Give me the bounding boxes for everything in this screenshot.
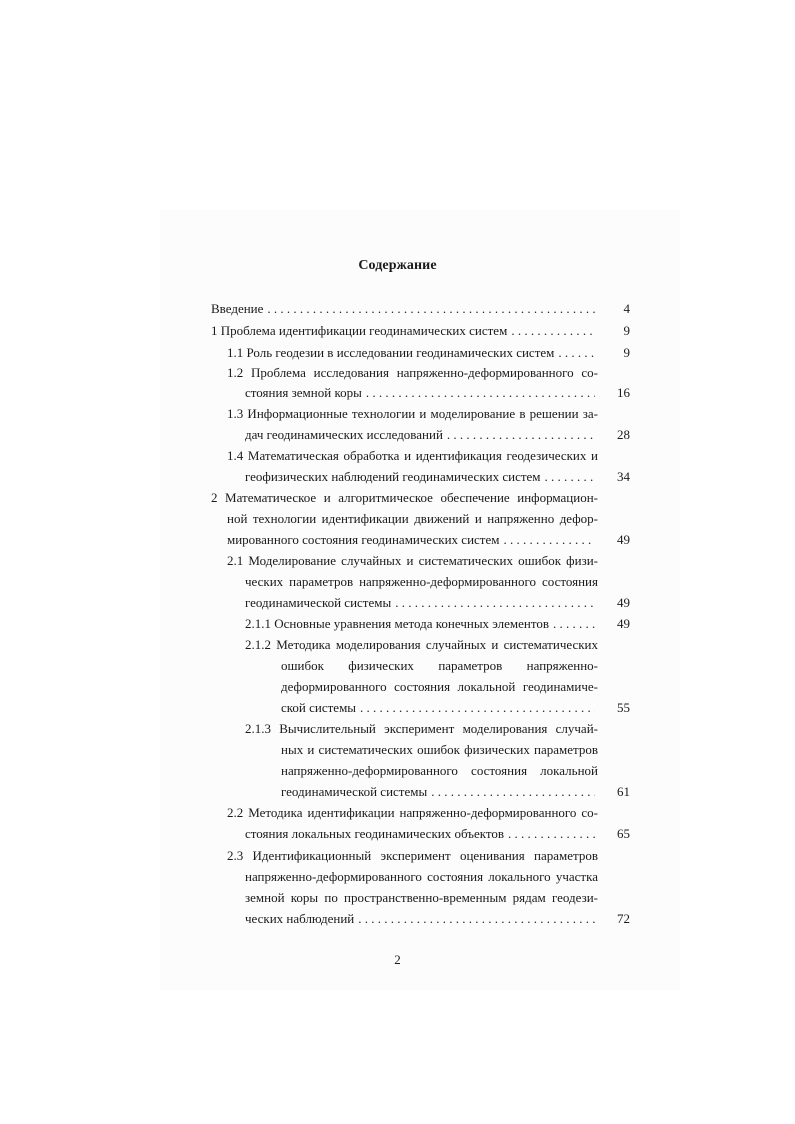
toc-entry-chapter-2[interactable]: 2 Математическое и алгоритмическое обеспечение информацион- <box>211 490 598 505</box>
toc-entry-chapter-2-cont[interactable] <box>227 531 595 549</box>
toc-page-number: 9 <box>623 323 630 338</box>
toc-page-number: 49 <box>617 616 630 631</box>
toc-leader-dots <box>362 384 595 402</box>
toc-entry-section-2-1[interactable]: 2.1 Моделирование случайных и систематических ошибок физи- <box>227 553 598 568</box>
toc-entry-section-2-3-cont[interactable]: напряженно-деформированного состояния локального участка <box>245 869 598 884</box>
toc-entry-subsection-2-1-2[interactable]: 2.1.2 Методика моделирования случайных и систематических <box>245 637 598 652</box>
toc-entry-text: мированного состояния геодинамических систем <box>227 532 500 547</box>
toc-entry-text: геофизических наблюдений геодинамических систем <box>245 469 541 484</box>
page-number-footer: 2 <box>394 952 401 967</box>
toc-leader-dots <box>354 910 595 928</box>
toc-entry-text: геодинамической системы <box>245 595 392 610</box>
toc-leader-dots <box>541 468 595 486</box>
toc-leader-dots <box>549 615 595 633</box>
toc-leader-dots <box>356 699 595 717</box>
toc-entry-section-2-2-cont[interactable] <box>245 825 595 843</box>
toc-entry-section-2-3-cont[interactable]: земной коры по пространственно-временным рядам геодези- <box>245 890 598 905</box>
toc-entry-subsection-2-1-3[interactable]: 2.1.3 Вычислительный эксперимент моделирования случай- <box>245 721 598 736</box>
toc-leader-dots <box>443 426 595 444</box>
toc-leader-dots <box>263 300 595 318</box>
toc-entry-section-2-1-cont[interactable] <box>245 594 595 612</box>
toc-page-number: 16 <box>617 385 630 400</box>
toc-leader-dots <box>499 531 595 549</box>
toc-entry-text: ческих наблюдений <box>245 911 355 926</box>
toc-entry-subsection-2-1-3-cont[interactable]: ных и систематических ошибок физических параметров <box>281 742 598 757</box>
toc-page-number: 65 <box>617 826 630 841</box>
toc-entry-section-1-3-cont[interactable] <box>245 426 595 444</box>
toc-entry-text: стояния локальных геодинамических объектов <box>245 826 505 841</box>
toc-page-number: 55 <box>617 700 630 715</box>
toc-entry-text: 2.1.1 Основные уравнения метода конечных элементов <box>245 616 550 631</box>
toc-leader-dots <box>504 825 595 843</box>
toc-entry-section-1-4-cont[interactable] <box>245 468 595 486</box>
toc-page-number: 49 <box>617 532 630 547</box>
toc-page-number: 49 <box>617 595 630 610</box>
toc-entry-chapter-1[interactable] <box>211 322 595 340</box>
toc-leader-dots <box>427 783 595 801</box>
toc-leader-dots <box>507 322 595 340</box>
toc-entry-subsection-2-1-1[interactable] <box>245 615 595 633</box>
toc-entry-intro[interactable] <box>211 300 595 318</box>
toc-entry-text: Введение <box>211 301 264 316</box>
toc-entry-section-2-2[interactable]: 2.2 Методика идентификации напряженно-деформированного со- <box>227 805 598 820</box>
toc-entry-section-2-3[interactable]: 2.3 Идентификационный эксперимент оценивания параметров <box>227 848 598 863</box>
toc-entry-section-2-3-cont[interactable] <box>245 910 595 928</box>
toc-page-number: 34 <box>617 469 630 484</box>
toc-entry-section-2-1-cont[interactable]: ческих параметров напряженно-деформированного состояния <box>245 574 598 589</box>
toc-entry-text: ской системы <box>281 700 357 715</box>
toc-entry-section-1-4[interactable]: 1.4 Математическая обработка и идентификация геодезических и <box>227 448 598 463</box>
toc-leader-dots <box>391 594 595 612</box>
toc-entry-text: дач геодинамических исследований <box>245 427 443 442</box>
toc-entry-section-1-2-cont[interactable] <box>245 384 595 402</box>
toc-leader-dots <box>554 344 595 362</box>
toc-entry-subsection-2-1-3-cont[interactable] <box>281 783 595 801</box>
toc-entry-section-1-2[interactable]: 1.2 Проблема исследования напряженно-деформированного со- <box>227 365 598 380</box>
toc-page-number: 61 <box>617 784 630 799</box>
toc-page-number: 4 <box>623 301 630 316</box>
toc-entry-text: геодинамической системы <box>281 784 428 799</box>
toc-entry-text: стояния земной коры <box>245 385 362 400</box>
toc-entry-subsection-2-1-2-cont[interactable] <box>281 699 595 717</box>
page-title: Содержание <box>358 258 437 273</box>
toc-entry-section-1-3[interactable]: 1.3 Информационные технологии и моделирование в решении за- <box>227 406 598 421</box>
toc-entry-text: 1 Проблема идентификации геодинамических систем <box>211 323 508 338</box>
toc-entry-subsection-2-1-3-cont[interactable]: напряженно-деформированного состояния локальной <box>281 763 598 778</box>
toc-entry-text: 1.1 Роль геодезии в исследовании геодинамических систем <box>227 345 555 360</box>
toc-page-number: 9 <box>623 345 630 360</box>
toc-page-number: 28 <box>617 427 630 442</box>
toc-entry-subsection-2-1-2-cont[interactable]: ошибок физических параметров напряженно- <box>281 658 598 673</box>
toc-entry-section-1-1[interactable] <box>227 344 595 362</box>
toc-entry-subsection-2-1-2-cont[interactable]: деформированного состояния локальной геодинамиче- <box>281 679 598 694</box>
toc-page-number: 72 <box>617 911 630 926</box>
toc-entry-chapter-2-cont[interactable]: ной технологии идентификации движений и напряженно дефор- <box>227 511 598 526</box>
